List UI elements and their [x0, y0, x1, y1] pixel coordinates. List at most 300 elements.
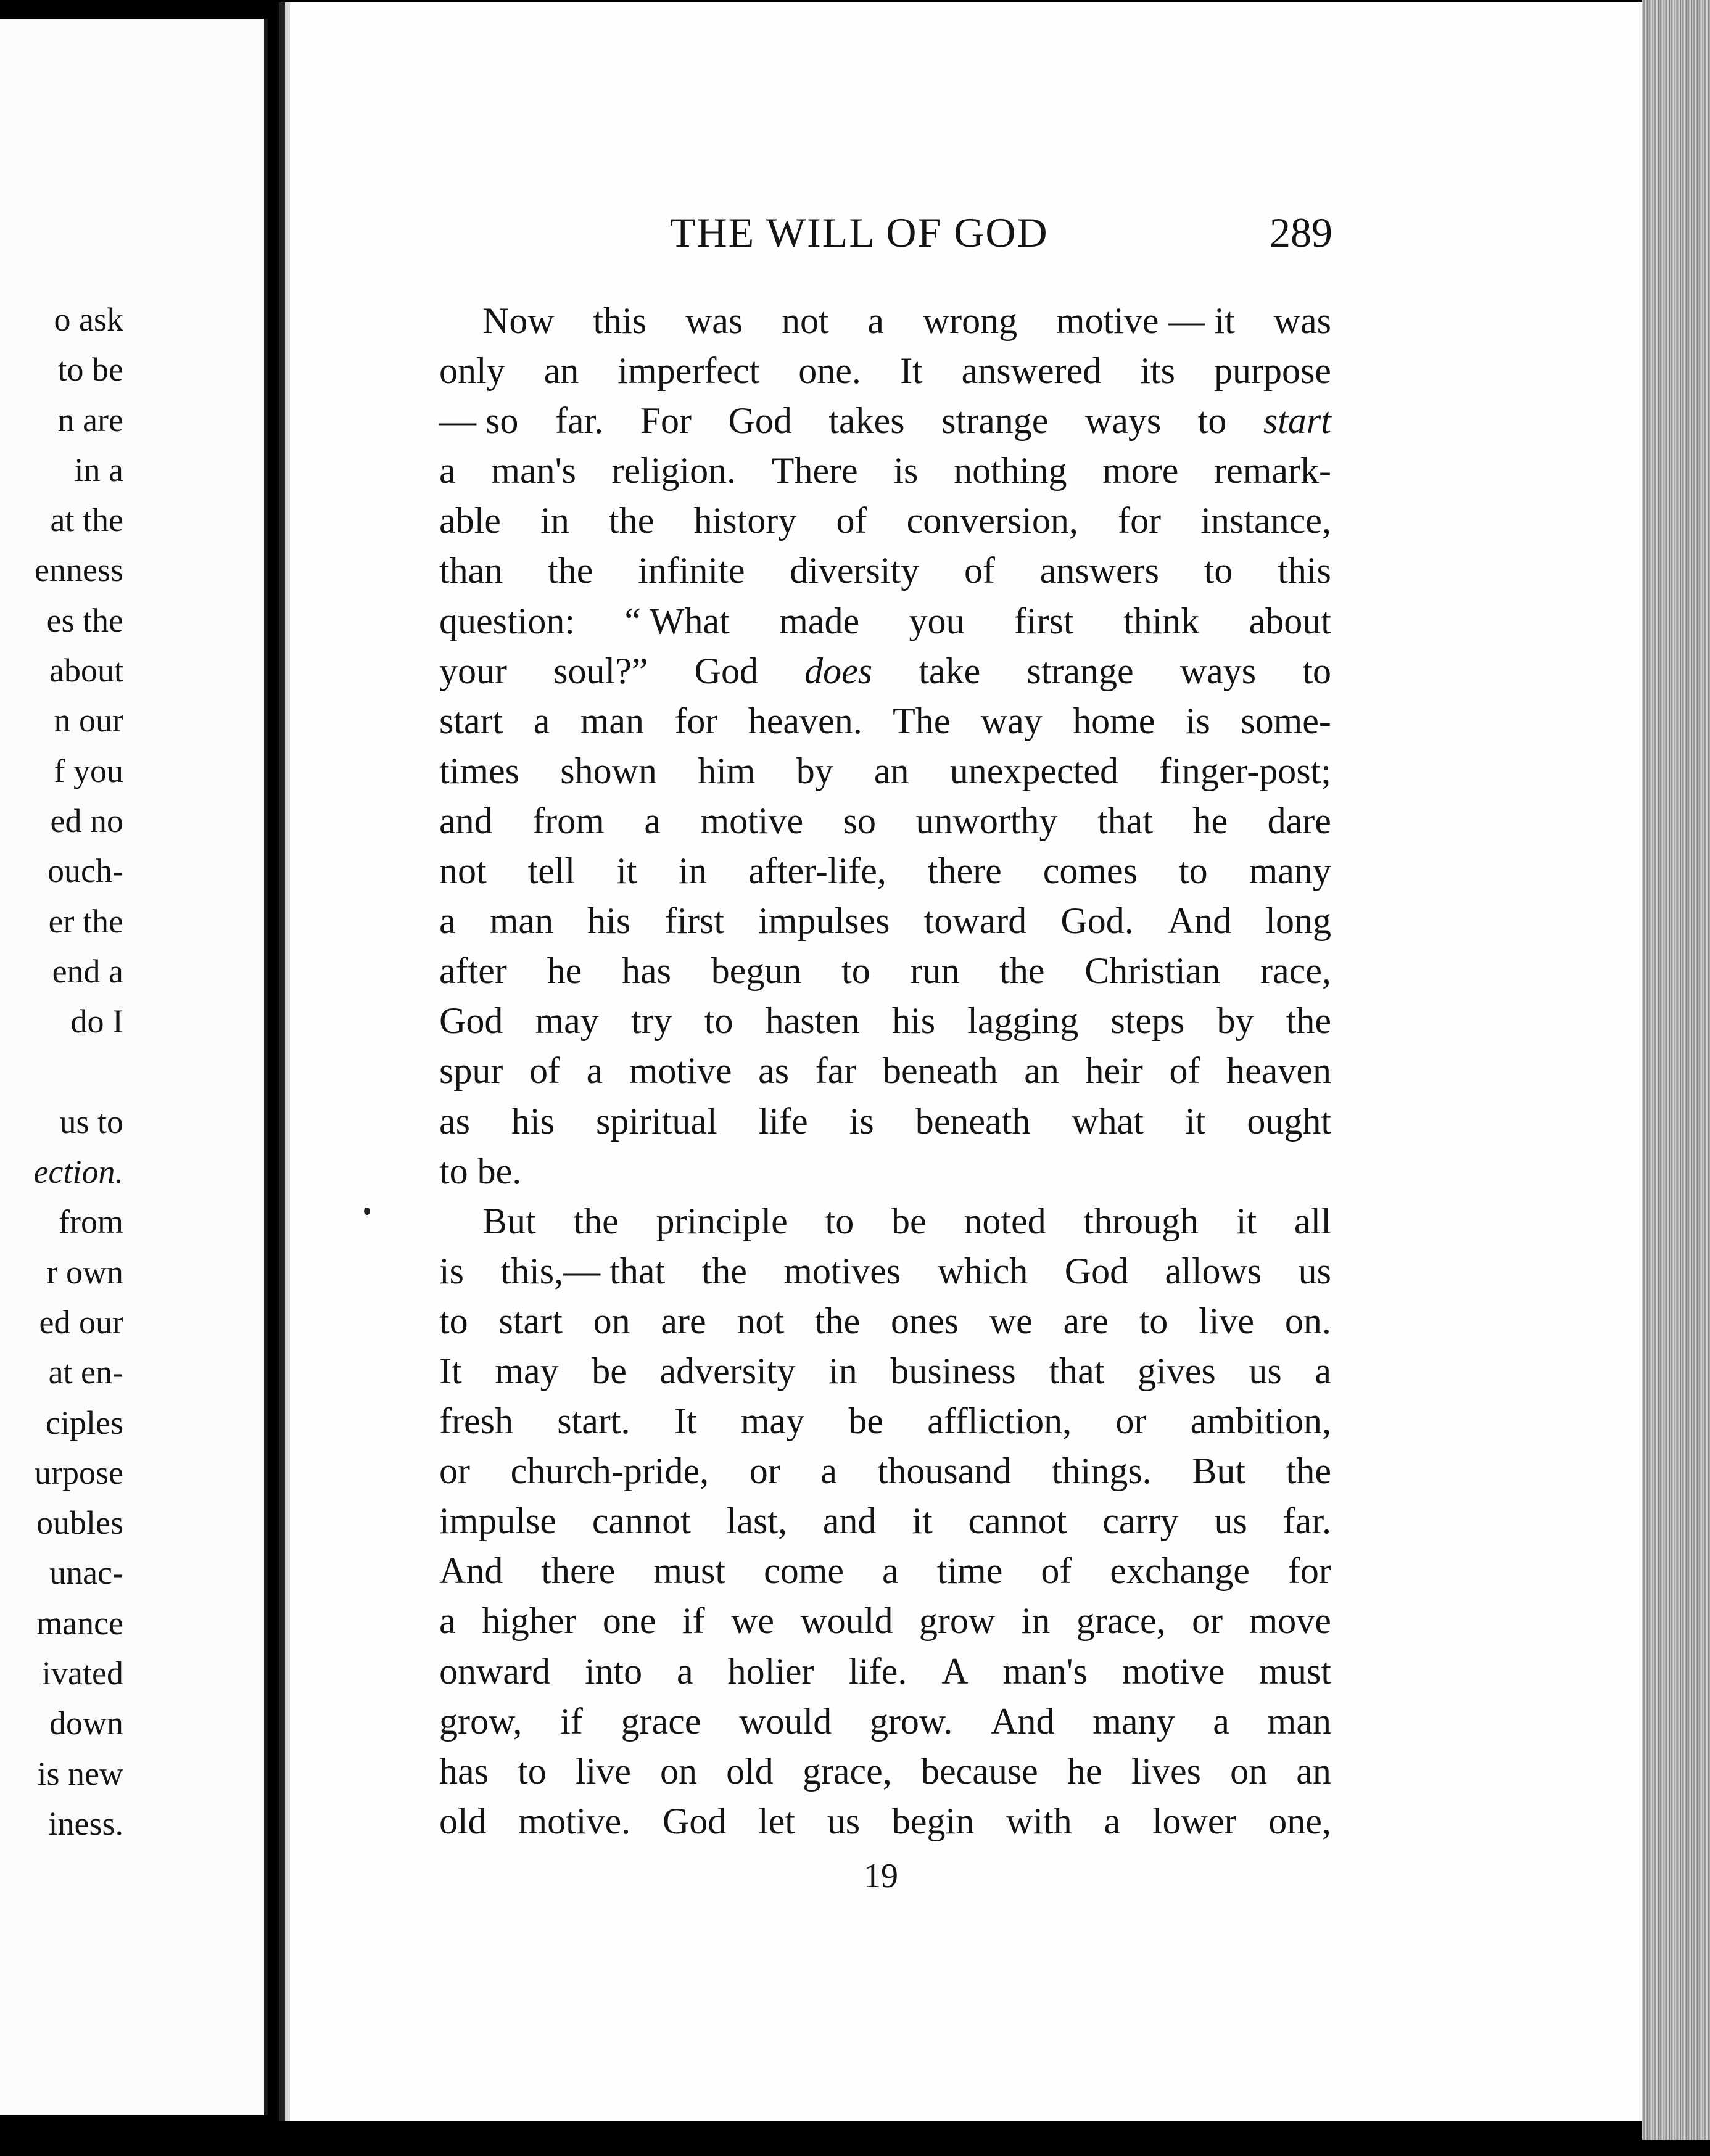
word: him [698, 750, 756, 791]
word: affliction, [927, 1401, 1072, 1442]
text-line [439, 896, 1331, 946]
word: begun [711, 950, 802, 992]
left-page-line: to be [57, 351, 123, 389]
word: there [927, 850, 1002, 892]
word: an [1024, 1050, 1059, 1092]
word: tell [527, 850, 576, 892]
text-line [439, 1496, 1331, 1546]
word: motive. [518, 1800, 631, 1841]
word: if [682, 1600, 705, 1642]
word: Christian [1084, 950, 1221, 992]
word: adversity [659, 1350, 796, 1391]
word: an [874, 750, 909, 791]
word: this [1278, 550, 1331, 591]
word: the [999, 950, 1045, 992]
word: his [587, 900, 631, 942]
word: or [749, 1450, 780, 1492]
word: are [1063, 1300, 1109, 1341]
word: home [1073, 700, 1155, 741]
word: spur [439, 1050, 503, 1092]
word: that [1049, 1350, 1105, 1391]
word: motive [700, 800, 804, 841]
word: live [1199, 1300, 1255, 1341]
word: Now [482, 300, 555, 341]
word: as [439, 1100, 470, 1142]
text-line [439, 1647, 1331, 1697]
word: his [511, 1100, 555, 1142]
word: to [1197, 400, 1227, 442]
left-page-line: r own [46, 1253, 123, 1291]
word: not [439, 850, 487, 892]
word: us [1298, 1250, 1331, 1291]
word: all [1294, 1200, 1331, 1241]
word: for [1287, 1550, 1331, 1592]
left-page-line: er the [48, 902, 123, 940]
word: man [1267, 1700, 1331, 1742]
word: imperfect [618, 350, 760, 392]
word: a [867, 300, 885, 341]
word: a [644, 800, 661, 841]
word: about [1249, 600, 1331, 641]
left-page-line: down [49, 1705, 123, 1742]
left-page-line: n are [57, 401, 123, 438]
page-number: 289 [1270, 209, 1332, 256]
left-page-line: enness [35, 551, 123, 589]
word: a [439, 1600, 456, 1642]
word: to be. [439, 1150, 522, 1191]
word: of [964, 550, 995, 591]
word: he [1067, 1750, 1102, 1792]
word: to [1302, 650, 1331, 691]
word: move [1249, 1600, 1331, 1642]
word: made [779, 600, 860, 641]
word: to [439, 1300, 468, 1341]
word: by [796, 750, 833, 791]
word: would [800, 1600, 893, 1642]
left-page-line: at en- [48, 1354, 123, 1391]
word: on [593, 1300, 630, 1341]
word: long [1265, 900, 1331, 942]
word: to [1139, 1300, 1168, 1341]
text-line [439, 1546, 1331, 1596]
text-line [439, 1196, 1331, 1246]
word: a [586, 1050, 603, 1092]
text-line [439, 1296, 1331, 1346]
word: heaven. [748, 700, 862, 741]
word: for [1118, 500, 1162, 541]
word: we [731, 1600, 774, 1642]
word: God [694, 650, 758, 691]
word: But [482, 1200, 536, 1241]
ink-speck [364, 1208, 370, 1215]
word: one [602, 1600, 656, 1642]
word: hasten [765, 1000, 860, 1042]
word: you [909, 600, 965, 641]
word: be [848, 1401, 883, 1442]
running-head: THE WILL OF GOD [670, 209, 1049, 256]
word: takes [828, 400, 905, 442]
left-page-line: urpose [35, 1454, 123, 1491]
word: But [1192, 1450, 1246, 1492]
word: life [758, 1100, 808, 1142]
word: And [991, 1700, 1055, 1742]
word: And [439, 1550, 503, 1592]
word: diversity [790, 550, 920, 591]
word: religion. [611, 450, 737, 492]
word: business [890, 1350, 1016, 1391]
word: does [804, 650, 873, 691]
word: God [728, 400, 792, 442]
word: motive [629, 1050, 732, 1092]
word: may [535, 1000, 599, 1042]
word: It [899, 350, 923, 392]
word: man's [491, 450, 576, 492]
word: us [1249, 1350, 1282, 1391]
word: It [674, 1401, 697, 1442]
word: as [758, 1050, 790, 1092]
word: And [1167, 900, 1232, 942]
word: remark- [1214, 450, 1331, 492]
word: of [1041, 1550, 1072, 1592]
left-page-line: iness. [48, 1804, 123, 1842]
word: a [820, 1450, 838, 1492]
word: a [533, 700, 550, 741]
word: there [541, 1550, 616, 1592]
word: it [616, 850, 637, 892]
word: grace, [802, 1750, 892, 1792]
word: strange [941, 400, 1049, 442]
word: to [704, 1000, 733, 1042]
left-page-text [0, 295, 123, 1849]
word: comes [1043, 850, 1138, 892]
text-line [439, 996, 1331, 1046]
word: not [781, 300, 829, 341]
word: or [1192, 1600, 1223, 1642]
text-line [439, 796, 1331, 846]
word: are [661, 1300, 706, 1341]
word: God [662, 1800, 727, 1841]
word: It [439, 1350, 462, 1391]
left-page-line: from [59, 1203, 123, 1241]
word: of [529, 1050, 560, 1092]
word: answered [961, 350, 1102, 392]
word: from [532, 800, 605, 841]
word: motive — it [1055, 300, 1235, 341]
left-page-line [0, 1047, 123, 1097]
signature-mark: 19 [864, 1857, 898, 1895]
word: “ What [624, 600, 730, 641]
left-page-line: ed our [39, 1303, 123, 1341]
word: cannot [968, 1500, 1067, 1542]
word: that [1097, 800, 1153, 841]
word: is [439, 1250, 465, 1291]
word: God [1064, 1250, 1129, 1291]
word: a [1213, 1700, 1229, 1742]
word: a [1104, 1800, 1121, 1841]
word: in [1021, 1600, 1051, 1642]
word: unworthy [915, 800, 1058, 841]
word: gives [1138, 1350, 1216, 1391]
text-line [439, 296, 1331, 346]
word: man's [1002, 1650, 1088, 1692]
word: to [518, 1750, 547, 1792]
word: through [1083, 1200, 1199, 1241]
word: is [849, 1100, 874, 1142]
word: motives [783, 1250, 901, 1291]
word: be [891, 1200, 927, 1241]
word: impulse [439, 1500, 556, 1542]
word: one, [1268, 1800, 1331, 1841]
word: into [584, 1650, 643, 1692]
word: finger-post; [1159, 750, 1331, 791]
word: noted [964, 1200, 1046, 1241]
word: a [677, 1650, 693, 1692]
word: live [575, 1750, 631, 1792]
word: or [439, 1450, 470, 1492]
word: of [1169, 1050, 1200, 1092]
word: the [1286, 1450, 1331, 1492]
word: dare [1267, 800, 1331, 841]
word: in [540, 500, 569, 541]
left-page-line: o ask [54, 301, 123, 338]
word: his [892, 1000, 936, 1042]
word: he [547, 950, 582, 992]
word: us [827, 1800, 861, 1841]
word: unexpected [949, 750, 1118, 791]
word: in [678, 850, 708, 892]
left-page-line: ivated [42, 1655, 123, 1692]
word: run [910, 950, 960, 992]
word: to [825, 1200, 854, 1241]
left-page-line: ouch- [48, 852, 123, 890]
word: so [843, 800, 876, 841]
word: higher [482, 1600, 577, 1642]
text-line [439, 1747, 1331, 1796]
word: its [1140, 350, 1175, 392]
text-line [439, 446, 1331, 496]
left-page-line: unac- [49, 1554, 123, 1592]
word: us [1214, 1500, 1247, 1542]
word: to [841, 950, 870, 992]
word: only [439, 350, 505, 392]
text-line [439, 496, 1331, 546]
word: or [1115, 1401, 1147, 1442]
word: man [580, 700, 645, 741]
word: because [920, 1750, 1038, 1792]
word: let [758, 1800, 795, 1841]
word: ways [1179, 650, 1257, 691]
word: A [941, 1650, 969, 1692]
word: infinite [638, 550, 745, 591]
word: we [989, 1300, 1033, 1341]
word: allows [1165, 1250, 1262, 1291]
word: beneath [915, 1100, 1031, 1142]
word: than [439, 550, 503, 591]
word: in [828, 1350, 857, 1391]
word: instance, [1200, 500, 1331, 541]
text-line [439, 696, 1331, 746]
word: with [1006, 1800, 1072, 1841]
word: grow [919, 1600, 996, 1642]
text-line [439, 1697, 1331, 1747]
word: by [1216, 1000, 1254, 1042]
left-facing-page [0, 19, 268, 2115]
word: it [1236, 1200, 1257, 1241]
word: for [674, 700, 718, 741]
left-page-line: is new [37, 1755, 123, 1792]
word: lives [1131, 1750, 1202, 1792]
word: heaven [1226, 1050, 1331, 1092]
word: toward [923, 900, 1027, 942]
word: spiritual [596, 1100, 717, 1142]
body-text [439, 296, 1331, 1846]
word: after [439, 950, 507, 992]
left-page-line: end a [52, 952, 123, 990]
word: after-life, [748, 850, 886, 892]
word: try [630, 1000, 672, 1042]
word: grace [621, 1700, 701, 1742]
text-line [439, 1346, 1331, 1396]
word: principle [656, 1200, 788, 1241]
word: start [498, 1300, 563, 1341]
word: far [815, 1050, 857, 1092]
word: times [439, 750, 519, 791]
word: a [439, 450, 456, 492]
word: strange [1026, 650, 1134, 691]
text-line [439, 946, 1331, 996]
text-line [439, 746, 1331, 796]
word: was [685, 300, 743, 341]
word: which [937, 1250, 1028, 1291]
word: onward [439, 1650, 550, 1692]
text-line [439, 646, 1331, 696]
word: come [764, 1550, 844, 1592]
word: more [1102, 450, 1179, 492]
word: was [1273, 300, 1331, 341]
word: ought [1247, 1100, 1331, 1142]
left-page-line: f you [54, 752, 123, 789]
word: last, [726, 1500, 787, 1542]
word: must [653, 1550, 726, 1592]
word: on [660, 1750, 698, 1792]
text-line [439, 1097, 1331, 1146]
word: must [1259, 1650, 1331, 1692]
text-line [439, 846, 1331, 896]
text-line [439, 1146, 1331, 1196]
word: able [439, 500, 501, 541]
word: what [1072, 1100, 1144, 1142]
word: one. [798, 350, 861, 392]
text-line [439, 546, 1331, 596]
word: wrong [922, 300, 1018, 341]
word: motive [1121, 1650, 1225, 1692]
left-page-line: es the [46, 601, 123, 639]
word: lower [1152, 1800, 1237, 1841]
word: may [740, 1401, 805, 1442]
word: question: [439, 600, 575, 641]
word: shown [560, 750, 657, 791]
word: has [439, 1750, 489, 1792]
word: far. [555, 400, 604, 442]
word: steps [1110, 1000, 1185, 1042]
word: beneath [883, 1050, 998, 1092]
left-page-line: about [49, 652, 123, 689]
word: if [560, 1700, 583, 1742]
word: not [737, 1300, 785, 1341]
word: is [893, 450, 919, 492]
word: man [489, 900, 554, 942]
word: church-pride, [510, 1450, 709, 1492]
word: many [1092, 1700, 1175, 1742]
word: ways [1084, 400, 1162, 442]
word: start [439, 700, 503, 741]
word: and [439, 800, 493, 841]
word: it [912, 1500, 933, 1542]
left-page-line: ection. [33, 1153, 123, 1191]
word: time [936, 1550, 1003, 1592]
word: this,— that [500, 1250, 666, 1291]
word: many [1249, 850, 1331, 892]
word: old [726, 1750, 774, 1792]
word: impulses [758, 900, 890, 942]
left-page-line: ciples [46, 1404, 123, 1441]
word: the [1286, 1000, 1331, 1042]
word: God. [1060, 900, 1134, 942]
text-line [439, 1246, 1331, 1296]
word: a [1315, 1350, 1331, 1391]
left-page-line: mance [36, 1604, 123, 1642]
word: to [1178, 850, 1208, 892]
word: he [1192, 800, 1228, 841]
word: your [439, 650, 507, 691]
word: history [693, 500, 797, 541]
word: ones [891, 1300, 959, 1341]
left-page-line: n our [54, 702, 123, 739]
word: first [1014, 600, 1074, 641]
word: begin [891, 1800, 975, 1841]
word: For [640, 400, 692, 442]
left-page-line: ed no [50, 802, 123, 839]
word: start. [557, 1401, 630, 1442]
text-line [439, 396, 1331, 446]
word: old [439, 1800, 487, 1841]
word: cannot [592, 1500, 691, 1542]
word: grow. [869, 1700, 953, 1742]
word: would [739, 1700, 832, 1742]
word: start [1263, 400, 1331, 442]
word: it [1184, 1100, 1206, 1142]
left-page-line: oubles [36, 1504, 123, 1542]
word: The [893, 700, 951, 741]
word: way [980, 700, 1043, 741]
word: grow, [439, 1700, 522, 1742]
page-stack-edge [1642, 0, 1710, 2140]
word: has [622, 950, 671, 992]
left-page-line: do I [70, 1003, 123, 1040]
word: far. [1282, 1500, 1331, 1542]
left-page-line: in a [74, 451, 123, 488]
word: an [543, 350, 579, 392]
word: be [592, 1350, 627, 1391]
word: fresh [439, 1401, 513, 1442]
word: purpose [1213, 350, 1331, 392]
word: the [573, 1200, 619, 1241]
word: heir [1085, 1050, 1143, 1092]
word: race, [1260, 950, 1331, 992]
word: to [1204, 550, 1233, 591]
word: God [439, 1000, 503, 1042]
word: things. [1051, 1450, 1152, 1492]
